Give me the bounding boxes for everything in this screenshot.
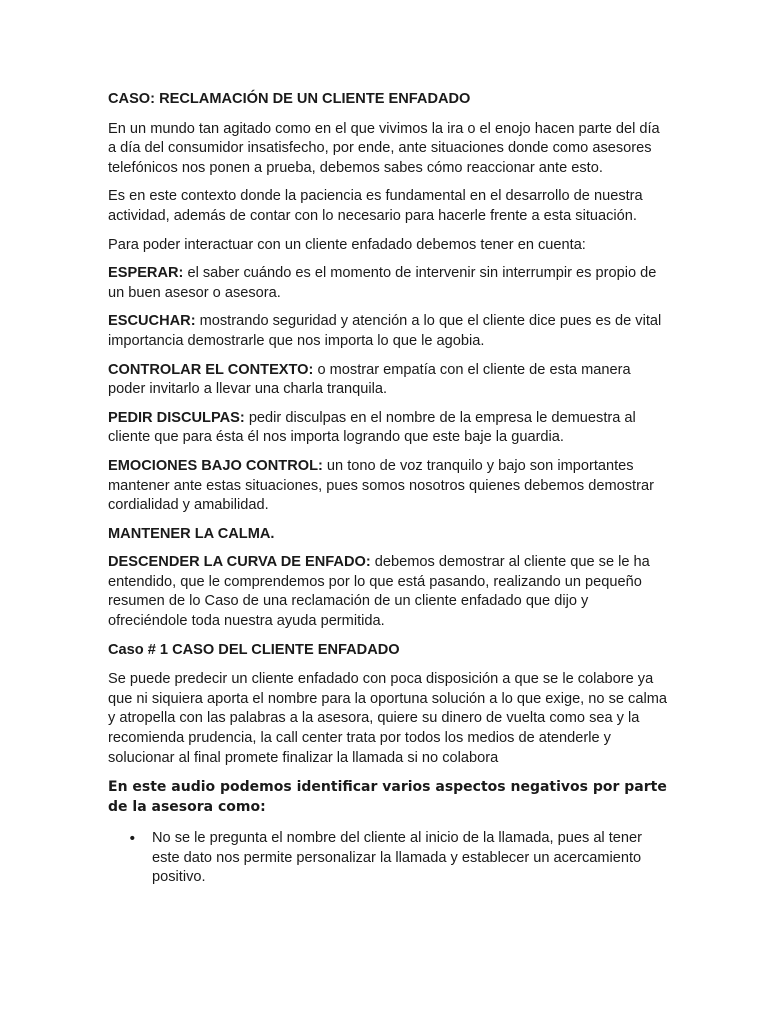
advice-item-escuchar <box>108 312 668 351</box>
advice-text: un tono de voz tranquilo y bajo son importantes mantener ante estas situaciones, pues somos nosotros quienes debemos demostrar cordialidad y amabilidad. <box>108 457 654 514</box>
list-item <box>108 829 668 888</box>
advice-term: PEDIR DISCULPAS: <box>108 409 245 426</box>
list-item-text: No se le pregunta el nombre del cliente al inicio de la llamada, pues al tener este dato nos permite personalizar la llamada y establecer un acercamiento positivo. <box>152 830 642 886</box>
advice-term: CONTROLAR EL CONTEXTO: <box>108 361 314 378</box>
intro-paragraph: Es en este contexto donde la paciencia es fundamental en el desarrollo de nuestra actividad, además de contar con lo necesario para hacerle frente a esta situación. <box>108 188 643 224</box>
advice-item-esperar <box>108 264 668 303</box>
advice-item-emociones <box>108 457 668 516</box>
case-heading: Caso # 1 CASO DEL CLIENTE ENFADADO <box>108 641 400 658</box>
negative-aspects-list <box>108 829 668 888</box>
advice-text: o mostrar empatía con el cliente de esta manera poder invitarlo a llevar una charla tranquila. <box>108 361 631 398</box>
advice-item-controlar <box>108 361 668 400</box>
audio-heading: En este audio podemos identificar varios aspectos negativos por parte de la asesora como: <box>108 779 667 816</box>
advice-item-calma <box>108 525 668 545</box>
advice-text: mostrando seguridad y atención a lo que el cliente dice pues es de vital importancia demostrarle que nos importa lo que le agobia. <box>108 313 662 349</box>
advice-item-curva <box>108 553 668 631</box>
advice-text: debemos demostrar al cliente que se le ha entendido, que le comprendemos por lo que está pasando, realizando un pequeño resumen de lo Caso de una reclamación de un cliente enfadado que dijo y ofreciéndole toda nuestra ayuda permitida. <box>108 554 650 630</box>
advice-term: MANTENER LA CALMA. <box>108 525 275 542</box>
intro-paragraph: Para poder interactuar con un cliente enfadado debemos tener en cuenta: <box>108 236 586 253</box>
advice-term: EMOCIONES BAJO CONTROL: <box>108 457 323 474</box>
intro-paragraph: En un mundo tan agitado como en el que vivimos la ira o el enojo hacen parte del día a día del consumidor insatisfecho, por ende, ante situaciones donde como asesores telefónicos nos ponen a prueba, debemos sabes cómo reaccionar ante esto. <box>108 120 660 176</box>
bullet-icon: • <box>128 830 137 848</box>
advice-item-disculpas <box>108 409 668 448</box>
advice-text: pedir disculpas en el nombre de la empresa le demuestra al cliente que para ésta él nos importa logrando que este baje la guardia. <box>108 409 636 446</box>
advice-term: ESCUCHAR: <box>108 313 196 330</box>
advice-term: DESCENDER LA CURVA DE ENFADO: <box>108 554 371 571</box>
case-paragraph: Se puede predecir un cliente enfadado con poca disposición a que se le colabore ya que ni siquiera aporta el nombre para la oportuna solución a lo que exige, no se calma y atropella con las palabras a la asesora, quiere su dinero de vuelta como sea y la recomienda prudencia, la call center trata por todos los medios de atenderle y solucionar al final promete finalizar la llamada si no colabora <box>108 671 667 766</box>
advice-text: el saber cuándo es el momento de intervenir sin interrumpir es propio de un buen asesor o asesora. <box>108 265 657 301</box>
document-title: CASO: RECLAMACIÓN DE UN CLIENTE ENFADADO <box>108 91 471 107</box>
advice-term: ESPERAR: <box>108 265 184 282</box>
document-page <box>108 90 668 888</box>
